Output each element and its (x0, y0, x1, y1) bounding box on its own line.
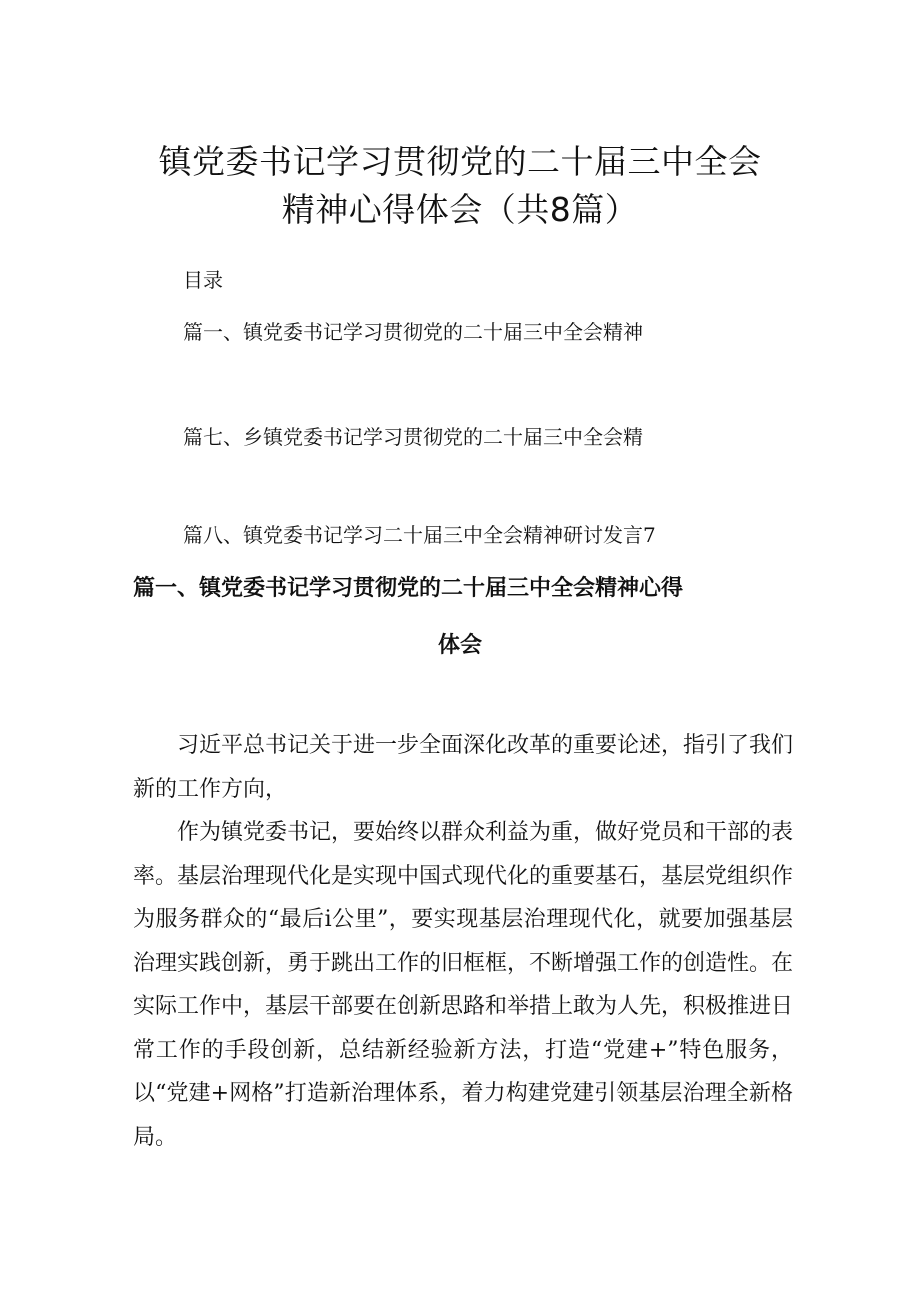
document-title-line-2: 精神心得体会（共8篇） (281, 190, 639, 229)
toc-label: 目录 (183, 268, 223, 292)
toc-item[interactable]: 篇七、乡镇党委书记学习贯彻党的二十届三中全会精 (183, 425, 643, 449)
section-heading-continuation: 体会 (437, 633, 482, 658)
toc-item[interactable]: 篇八、镇党委书记学习二十届三中全会精神研讨发言7 (183, 523, 656, 547)
section-heading: 篇一、镇党委书记学习贯彻党的二十届三中全会精神心得 (133, 576, 684, 601)
body-paragraph: 习近平总书记关于进一步全面深化改革的重要论述，指引了我们新的工作方向， (133, 733, 794, 802)
toc-item[interactable]: 篇一、镇党委书记学习贯彻党的二十届三中全会精神 (183, 320, 643, 344)
body-paragraph: 作为镇党委书记，要始终以群众利益为重，做好党员和干部的表率。基层治理现代化是实现中国式现代化的重要基石，基层党组织作为服务群众的“最后i公里”，要实现基层治理现代化，就要加强基层治理实践创新，勇于跳出工作的旧框框，不断增强工作的创造性。在实际工作中，基层干部要在创新思路和举措上敢为人先，积极推进日常工作的手段创新，总结新经验新方法，打造“党建+”特色服务，以“党建+网格”打造新治理体系，着力构建党建引领基层治理全新格局。 (133, 820, 794, 1150)
document-title-line-1: 镇党委书记学习贯彻党的二十届三中全会 (158, 142, 762, 181)
